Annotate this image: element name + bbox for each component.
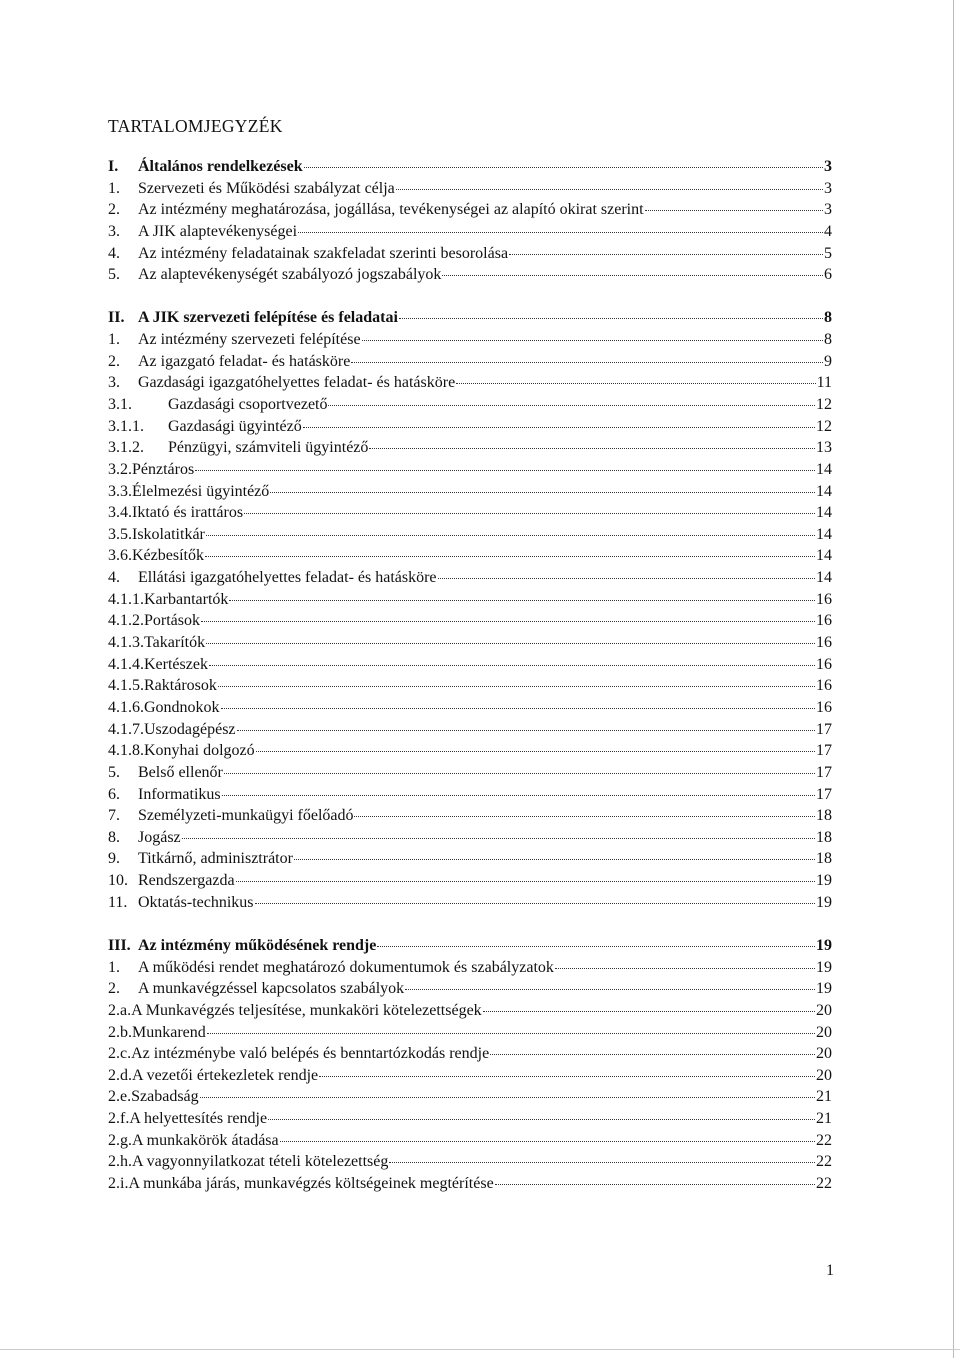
toc-entry-label: A munkába járás, munkavégzés költségeinek megtérítése (128, 1175, 494, 1193)
toc-entry-page: 19 (816, 980, 832, 998)
toc-entry-page: 13 (816, 439, 832, 457)
toc-entry-page: 19 (816, 893, 832, 911)
toc-entry-page: 22 (816, 1131, 832, 1149)
toc-entry-number: 2. (108, 352, 120, 370)
toc-entry-label: Élelmezési ügyintéző (132, 482, 270, 500)
toc-entry-page: 16 (816, 698, 832, 716)
toc-entry-label: Ellátási igazgatóhelyettes feladat- és hatásköre (138, 569, 437, 587)
toc-entry-page: 3 (824, 201, 832, 219)
toc-entry-number: 2.f. (108, 1110, 130, 1128)
toc-entry-label: Kézbesítők (132, 547, 204, 565)
toc-entry-number: 3.3. (108, 482, 132, 500)
toc-entry-number: 3.1. (108, 396, 132, 413)
toc-entry-label: Iktató és irattáros (132, 504, 244, 522)
toc-leader-dots (328, 405, 815, 406)
toc-leader-dots (319, 1076, 815, 1077)
toc-entry-label: Pénztáros (132, 460, 195, 478)
toc-entry (108, 1151, 832, 1173)
toc-entry-number: 9. (108, 850, 120, 868)
toc-entry-number: II. (108, 309, 125, 327)
toc-entry-page: 3 (824, 179, 832, 197)
toc-entry-page: 14 (816, 569, 832, 587)
toc-entry-number: 4. (108, 569, 120, 587)
toc-leader-dots (268, 1119, 815, 1120)
toc-entry (108, 654, 832, 676)
toc-entry-number: 4.1.8. (108, 742, 144, 760)
toc-entry (108, 805, 832, 827)
toc-entry-page: 5 (824, 244, 832, 262)
toc-entry-page: 4 (824, 222, 832, 240)
toc-entry-label: Gondnokok (144, 698, 220, 716)
toc-entry (108, 243, 832, 265)
toc-entry (108, 481, 832, 503)
toc-leader-dots (255, 903, 815, 904)
toc-entry-number: 3.4. (108, 504, 132, 522)
toc-entry-page: 3 (824, 158, 832, 175)
toc-leader-dots (200, 1097, 815, 1098)
toc-entry-number: 2.b. (108, 1023, 132, 1041)
toc-entry-page: 14 (816, 460, 832, 478)
table-of-contents (108, 156, 832, 1195)
toc-leader-dots (236, 881, 815, 882)
toc-entry-number: 4.1.5. (108, 677, 144, 695)
toc-entry-number: 2.i. (108, 1175, 129, 1193)
toc-entry-label: Az alaptevékenységét szabályozó jogszabályok (138, 266, 442, 284)
toc-entry-label: Az intézmény szervezeti felépítése (138, 331, 361, 349)
toc-entry-page: 19 (816, 872, 832, 890)
toc-entry-label: Rendszergazda (138, 872, 235, 890)
toc-entry-number: 3.5. (108, 525, 132, 543)
toc-entry-label: Jogász (138, 828, 181, 846)
toc-entry-number: 4.1.3. (108, 634, 144, 652)
toc-entry-label: A JIK szervezeti felépítése és feladatai (138, 309, 398, 327)
toc-leader-dots (221, 708, 815, 709)
toc-entry-page: 8 (824, 309, 832, 327)
toc-entry-label: Gazdasági ügyintéző (168, 417, 302, 435)
toc-leader-dots (399, 318, 823, 319)
toc-entry-label: Karbantartók (144, 590, 229, 608)
page-edge-bottom (0, 1349, 960, 1350)
toc-entry-number: 7. (108, 807, 120, 825)
toc-entry-number: 5. (108, 266, 120, 284)
toc-entry (108, 892, 832, 914)
toc-leader-dots (377, 946, 815, 947)
toc-entry-page: 19 (816, 936, 832, 954)
toc-entry-label: Titkárnő, adminisztrátor (138, 850, 293, 868)
toc-leader-dots (483, 1011, 815, 1012)
toc-entry-label: Takarítók (144, 634, 206, 652)
toc-entry-number: 5. (108, 763, 120, 781)
toc-entry-number: 3.2. (108, 460, 132, 478)
toc-entry-label: Pénzügyi, számviteli ügyintéző (168, 439, 369, 457)
page-edge-right (953, 0, 954, 1358)
toc-leader-dots (256, 751, 815, 752)
toc-leader-dots (362, 340, 823, 341)
toc-leader-dots (490, 1054, 815, 1055)
toc-entry-label: Gazdasági csoportvezető (168, 396, 328, 413)
toc-entry-number: 3. (108, 222, 120, 240)
toc-entry-label: Raktárosok (144, 677, 217, 695)
toc-entry-number: 2.e. (108, 1088, 132, 1106)
toc-entry (108, 1000, 832, 1022)
toc-entry (108, 632, 832, 654)
document-title: TARTALOMJEGYZÉK (108, 116, 283, 136)
toc-entry-page: 12 (816, 417, 832, 435)
toc-entry-page: 20 (816, 1045, 832, 1063)
toc-leader-dots (389, 1162, 815, 1163)
toc-entry (108, 372, 832, 394)
toc-entry-page: 16 (816, 677, 832, 695)
toc-entry-number: 2.h. (108, 1153, 132, 1171)
toc-entry-label: Személyzeti-munkaügyi főelőadó (138, 807, 354, 825)
toc-entry (108, 675, 832, 697)
toc-entry-number: 3.6. (108, 547, 132, 565)
toc-entry-label: Az intézménybe való belépés és benntartózkodás rendje (131, 1045, 490, 1063)
toc-entry-page: 16 (816, 612, 832, 630)
toc-entry (108, 329, 832, 351)
toc-entry-label: Konyhai dolgozó (144, 742, 255, 760)
toc-leader-dots (354, 816, 815, 817)
toc-entry (108, 784, 832, 806)
toc-entry-number: III. (108, 936, 131, 954)
toc-entry-number: 4.1.6. (108, 698, 144, 716)
toc-entry (108, 827, 832, 849)
toc-leader-dots (555, 968, 815, 969)
toc-entry-label: Belső ellenőr (138, 763, 223, 781)
toc-entry-page: 17 (816, 763, 832, 781)
toc-entry-label: Az intézmény feladatainak szakfeladat szerinti besorolása (138, 244, 509, 262)
toc-entry-page: 17 (816, 785, 832, 803)
toc-entry-number: 4. (108, 244, 120, 262)
toc-entry-label: Munkarend (132, 1023, 206, 1041)
toc-entry-page: 17 (816, 742, 832, 760)
toc-entry (108, 848, 832, 870)
toc-entry-number: 1. (108, 179, 120, 197)
toc-leader-dots (509, 254, 823, 255)
toc-entry (108, 1022, 832, 1044)
toc-leader-dots (298, 232, 823, 233)
toc-leader-dots (270, 492, 815, 493)
toc-entry-label: A helyettesítés rendje (129, 1110, 268, 1128)
toc-entry-label: A munkavégzéssel kapcsolatos szabályok (138, 980, 405, 998)
toc-entry (108, 762, 832, 784)
toc-entry-page: 21 (816, 1088, 832, 1106)
toc-entry-number: 6. (108, 785, 120, 803)
toc-entry-page: 9 (824, 352, 832, 370)
toc-entry-page: 6 (824, 266, 832, 284)
toc-entry-label: Oktatás-technikus (138, 893, 254, 911)
toc-entry-number: 2.g. (108, 1131, 132, 1149)
toc-entry (108, 437, 832, 459)
toc-entry (108, 870, 832, 892)
toc-leader-dots (645, 210, 823, 211)
toc-entry-number: I. (108, 158, 119, 175)
toc-leader-dots (351, 362, 823, 363)
toc-entry-number: 1. (108, 958, 120, 976)
toc-entry-number: 2. (108, 980, 120, 998)
toc-entry (108, 394, 832, 416)
toc-entry (108, 1086, 832, 1108)
toc-entry-page: 20 (816, 1066, 832, 1084)
toc-entry-page: 11 (816, 374, 832, 392)
toc-leader-dots (244, 513, 815, 514)
toc-entry (108, 1065, 832, 1087)
toc-entry-page: 18 (816, 807, 832, 825)
toc-entry-label: A Munkavégzés teljesítése, munkaköri kötelezettségek (131, 1001, 482, 1019)
toc-entry (108, 178, 832, 200)
toc-entry (108, 221, 832, 243)
toc-entry-number: 1. (108, 331, 120, 349)
toc-leader-dots (224, 773, 815, 774)
toc-entry (108, 264, 832, 286)
toc-leader-dots (495, 1184, 815, 1185)
toc-entry-page: 19 (816, 958, 832, 976)
toc-leader-dots (396, 189, 823, 190)
toc-leader-dots (222, 795, 815, 796)
toc-section-heading (108, 935, 832, 957)
toc-leader-dots (303, 427, 815, 428)
toc-leader-dots (369, 448, 815, 449)
toc-entry-page: 16 (816, 655, 832, 673)
toc-entry (108, 1108, 832, 1130)
toc-entry-label: Az intézmény meghatározása, jogállása, tevékenységei az alapító okirat szerint (138, 201, 644, 219)
toc-entry-number: 8. (108, 828, 120, 846)
toc-leader-dots (442, 275, 823, 276)
section-gap (108, 286, 832, 308)
toc-entry (108, 740, 832, 762)
toc-entry-number: 2.d. (108, 1066, 132, 1084)
toc-leader-dots (294, 859, 815, 860)
toc-entry-label: A munkakörök átadása (132, 1131, 279, 1149)
toc-leader-dots (195, 470, 815, 471)
toc-entry-page: 8 (824, 331, 832, 349)
toc-entry-label: A vagyonnyilatkozat tételi kötelezettség (132, 1153, 389, 1171)
toc-entry (108, 978, 832, 1000)
toc-entry-page: 22 (816, 1153, 832, 1171)
toc-entry (108, 1043, 832, 1065)
toc-entry-page: 18 (816, 850, 832, 868)
toc-entry-number: 4.1.1. (108, 590, 144, 608)
toc-entry-label: Az intézmény működésének rendje (138, 936, 377, 954)
toc-entry-page: 21 (816, 1110, 832, 1128)
toc-entry-page: 14 (816, 525, 832, 543)
toc-leader-dots (438, 578, 815, 579)
toc-entry-label: Portások (144, 612, 200, 630)
toc-entry-number: 4.1.4. (108, 655, 144, 673)
page-number: 1 (826, 1262, 834, 1279)
toc-entry (108, 1173, 832, 1195)
toc-entry-page: 18 (816, 828, 832, 846)
toc-leader-dots (201, 621, 815, 622)
toc-entry-label: A vezetői értekezletek rendje (132, 1066, 319, 1084)
toc-entry-label: Gazdasági igazgatóhelyettes feladat- és hatásköre (138, 374, 456, 392)
toc-entry-number: 2.a. (108, 1001, 132, 1019)
toc-entry (108, 567, 832, 589)
toc-leader-dots (218, 686, 815, 687)
toc-entry-label: Uszodagépész (144, 720, 236, 738)
toc-entry-label: Általános rendelkezések (138, 158, 303, 175)
toc-entry (108, 502, 832, 524)
toc-entry-number: 3.1.1. (108, 417, 144, 435)
toc-entry-number: 2.c. (108, 1045, 132, 1063)
toc-leader-dots (229, 600, 815, 601)
toc-entry-page: 17 (816, 720, 832, 738)
toc-entry (108, 416, 832, 438)
toc-entry-page: 20 (816, 1023, 832, 1041)
toc-entry-page: 16 (816, 634, 832, 652)
toc-entry (108, 719, 832, 741)
toc-entry-label: Informatikus (138, 785, 221, 803)
toc-entry (108, 459, 832, 481)
toc-entry-page: 12 (816, 396, 832, 413)
toc-entry-page: 20 (816, 1001, 832, 1019)
toc-leader-dots (207, 1033, 815, 1034)
toc-entry-label: A JIK alaptevékenységei (138, 222, 298, 240)
toc-entry-number: 4.1.2. (108, 612, 144, 630)
toc-entry-page: 14 (816, 547, 832, 565)
toc-section-heading (108, 307, 832, 329)
toc-entry (108, 957, 832, 979)
toc-entry (108, 351, 832, 373)
toc-entry-number: 10. (108, 872, 128, 890)
toc-entry (108, 524, 832, 546)
toc-entry-page: 22 (816, 1175, 832, 1193)
toc-entry (108, 697, 832, 719)
toc-entry (108, 1130, 832, 1152)
toc-leader-dots (205, 556, 815, 557)
toc-entry (108, 610, 832, 632)
toc-entry (108, 199, 832, 221)
toc-entry-label: Szabadság (131, 1088, 199, 1106)
toc-entry-label: Az igazgató feladat- és hatásköre (138, 352, 351, 370)
toc-entry-number: 11. (108, 893, 128, 911)
toc-entry-number: 2. (108, 201, 120, 219)
toc-leader-dots (456, 383, 815, 384)
toc-entry-label: Iskolatitkár (132, 525, 205, 543)
toc-entry-label: Szervezeti és Működési szabályzat célja (138, 179, 395, 197)
toc-entry-number: 3.1.2. (108, 439, 144, 457)
toc-entry (108, 545, 832, 567)
toc-entry-number: 3. (108, 374, 120, 392)
toc-entry-label: A működési rendet meghatározó dokumentumok és szabályzatok (138, 958, 554, 976)
toc-leader-dots (182, 838, 815, 839)
toc-leader-dots (304, 167, 823, 168)
toc-entry-label: Kertészek (144, 655, 208, 673)
toc-leader-dots (206, 643, 815, 644)
toc-leader-dots (280, 1141, 815, 1142)
toc-leader-dots (209, 665, 815, 666)
toc-leader-dots (405, 989, 815, 990)
toc-leader-dots (206, 535, 815, 536)
section-gap (108, 913, 832, 935)
toc-entry (108, 589, 832, 611)
toc-entry-page: 14 (816, 504, 832, 522)
toc-section-heading (108, 156, 832, 178)
toc-leader-dots (237, 730, 815, 731)
toc-entry-number: 4.1.7. (108, 720, 144, 738)
toc-entry-page: 14 (816, 482, 832, 500)
toc-entry-page: 16 (816, 590, 832, 608)
